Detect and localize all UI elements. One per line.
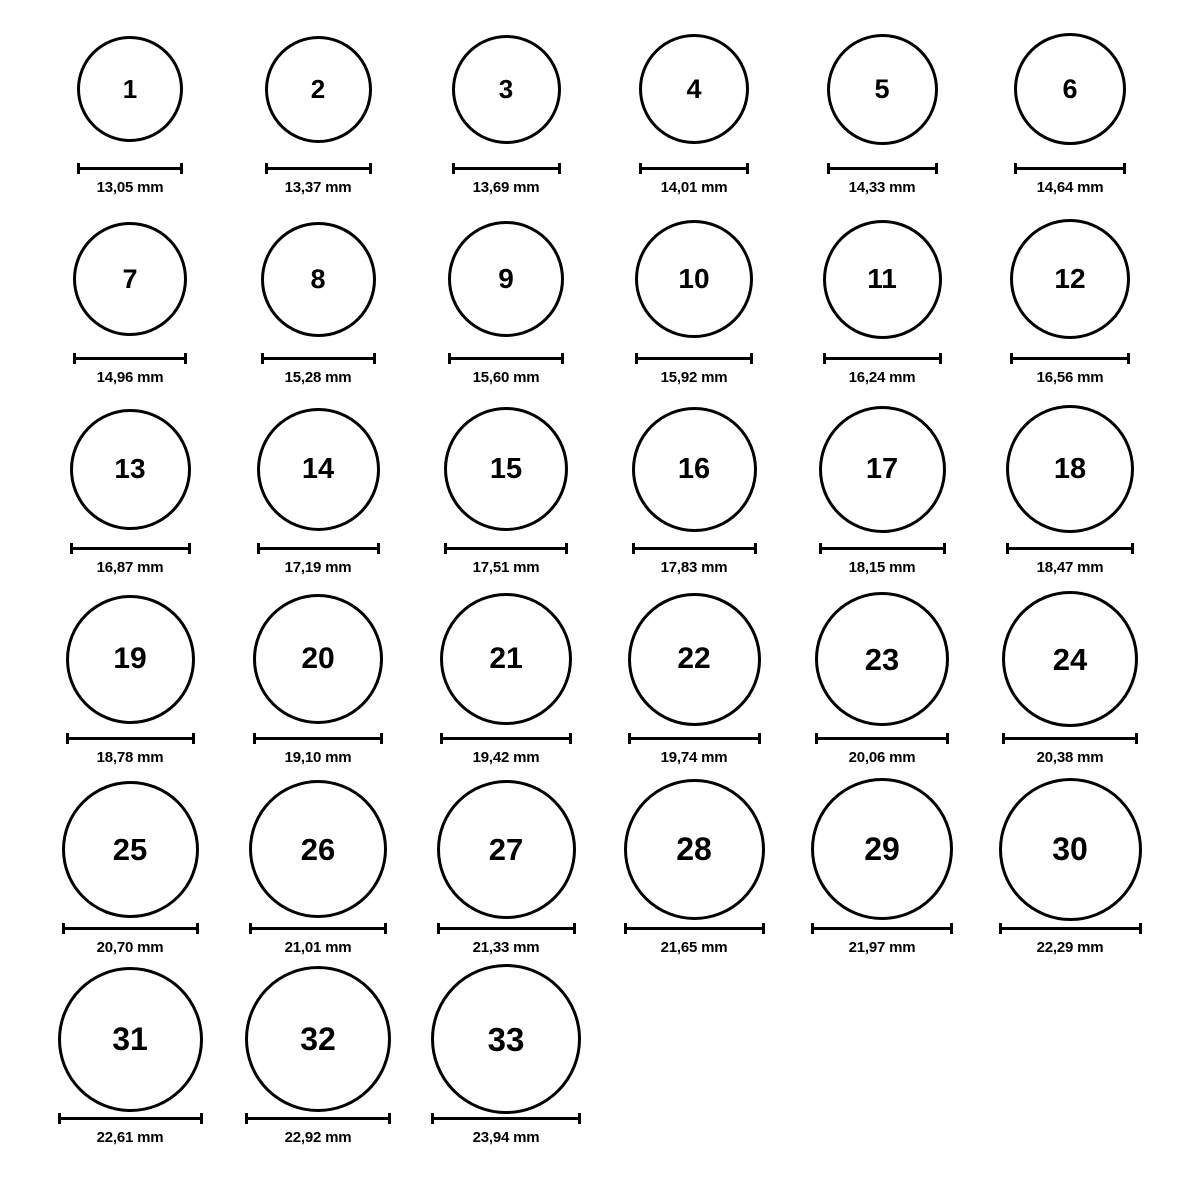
measurement-caliper-icon — [819, 543, 946, 554]
ring-circle-wrapper — [265, 18, 372, 160]
measurement-line — [70, 547, 191, 550]
ring-size-number: 13 — [114, 453, 146, 484]
measurement-line — [819, 547, 946, 550]
ring-circle — [1006, 405, 1134, 533]
ring-size-cell — [976, 398, 1164, 588]
measurement-caliper-icon — [257, 543, 380, 554]
ring-circle-wrapper — [1002, 588, 1138, 730]
measurement-bar — [1006, 540, 1134, 556]
ring-circle — [265, 36, 372, 143]
ring-size-number: 31 — [112, 1021, 148, 1057]
measurement-line — [1002, 737, 1138, 740]
measurement-bar — [261, 350, 376, 366]
measurement-bar — [58, 1110, 203, 1126]
ring-circle — [1002, 591, 1138, 727]
ring-size-cell — [412, 778, 600, 968]
measurement-caliper-icon — [823, 353, 942, 364]
ring-circle — [827, 34, 938, 145]
measurement-line — [440, 737, 572, 740]
ring-size-cell — [36, 18, 224, 208]
measurement-bar — [452, 160, 561, 176]
ring-size-number: 7 — [122, 263, 138, 294]
measurement-bar — [253, 730, 383, 746]
ring-circle — [66, 595, 195, 724]
ring-circle — [73, 222, 187, 336]
diameter-label: 17,51 mm — [472, 559, 540, 576]
ring-size-number: 20 — [301, 642, 335, 675]
measurement-bar — [823, 350, 942, 366]
ring-size-cell — [976, 18, 1164, 208]
ring-circle-wrapper — [632, 398, 757, 540]
ring-circle — [257, 408, 380, 531]
ring-size-cell — [224, 398, 412, 588]
diameter-label: 21,33 mm — [472, 939, 540, 956]
diameter-label: 19,10 mm — [284, 749, 352, 766]
diameter-label: 14,33 mm — [848, 179, 916, 196]
ring-circle — [253, 594, 383, 724]
ring-size-number: 21 — [489, 642, 523, 675]
ring-circle — [62, 781, 199, 918]
measurement-caliper-icon — [1002, 733, 1138, 744]
measurement-caliper-icon — [58, 1113, 203, 1124]
measurement-caliper-icon — [811, 923, 953, 934]
ring-size-cell — [224, 968, 412, 1158]
measurement-bar — [1002, 730, 1138, 746]
ring-size-cell — [412, 398, 600, 588]
measurement-bar — [999, 920, 1142, 936]
ring-circle-wrapper — [448, 208, 564, 350]
measurement-line — [624, 927, 765, 930]
ring-circle-wrapper — [624, 778, 765, 920]
ring-size-number: 22 — [677, 642, 711, 675]
diameter-label: 15,28 mm — [284, 369, 352, 386]
diameter-label: 21,97 mm — [848, 939, 916, 956]
measurement-caliper-icon — [249, 923, 387, 934]
ring-size-number: 16 — [677, 452, 711, 485]
measurement-line — [1014, 167, 1126, 170]
ring-circle-wrapper — [999, 778, 1142, 920]
diameter-label: 14,96 mm — [96, 369, 164, 386]
measurement-bar — [62, 920, 199, 936]
measurement-line — [77, 167, 183, 170]
ring-size-cell — [788, 208, 976, 398]
measurement-caliper-icon — [77, 163, 183, 174]
ring-circle-wrapper — [815, 588, 949, 730]
ring-circle — [245, 966, 391, 1112]
measurement-caliper-icon — [1006, 543, 1134, 554]
measurement-bar — [448, 350, 564, 366]
ring-circle-wrapper — [628, 588, 761, 730]
diameter-label: 14,64 mm — [1036, 179, 1104, 196]
measurement-bar — [70, 540, 191, 556]
ring-size-cell — [224, 18, 412, 208]
ring-circle — [431, 964, 581, 1114]
measurement-line — [431, 1117, 581, 1120]
ring-circle-wrapper — [245, 968, 391, 1110]
ring-circle — [58, 967, 203, 1112]
ring-size-cell — [224, 208, 412, 398]
measurement-caliper-icon — [70, 543, 191, 554]
ring-circle-wrapper — [431, 968, 581, 1110]
diameter-label: 20,70 mm — [96, 939, 164, 956]
diameter-label: 20,06 mm — [848, 749, 916, 766]
ring-size-number: 25 — [112, 831, 148, 867]
ring-circle-wrapper — [823, 208, 942, 350]
ring-circle-wrapper — [440, 588, 572, 730]
diameter-label: 16,87 mm — [96, 559, 164, 576]
ring-circle — [261, 222, 376, 337]
ring-size-number: 9 — [498, 263, 514, 294]
ring-size-cell — [788, 588, 976, 778]
ring-size-cell — [36, 968, 224, 1158]
measurement-bar — [440, 730, 572, 746]
measurement-line — [249, 927, 387, 930]
ring-circle-wrapper — [452, 18, 561, 160]
ring-circle — [635, 220, 753, 338]
measurement-caliper-icon — [1014, 163, 1126, 174]
ring-size-number: 4 — [686, 73, 702, 104]
ring-size-number: 15 — [489, 452, 523, 485]
measurement-line — [815, 737, 949, 740]
measurement-bar — [632, 540, 757, 556]
ring-circle — [448, 221, 564, 337]
ring-circle-wrapper — [77, 18, 183, 160]
ring-size-cell — [36, 398, 224, 588]
ring-size-number: 32 — [300, 1021, 336, 1057]
ring-size-number: 28 — [676, 831, 712, 867]
ring-circle — [632, 407, 757, 532]
measurement-caliper-icon — [1010, 353, 1130, 364]
ring-size-number: 17 — [865, 452, 899, 485]
ring-size-number: 11 — [867, 263, 897, 294]
measurement-line — [265, 167, 372, 170]
ring-circle-wrapper — [1010, 208, 1130, 350]
measurement-line — [437, 927, 576, 930]
diameter-label: 16,24 mm — [848, 369, 916, 386]
measurement-bar — [639, 160, 749, 176]
measurement-caliper-icon — [261, 353, 376, 364]
measurement-caliper-icon — [632, 543, 757, 554]
ring-circle-wrapper — [58, 968, 203, 1110]
measurement-caliper-icon — [448, 353, 564, 364]
measurement-bar — [431, 1110, 581, 1126]
measurement-bar — [819, 540, 946, 556]
measurement-caliper-icon — [639, 163, 749, 174]
measurement-caliper-icon — [62, 923, 199, 934]
ring-circle-wrapper — [249, 778, 387, 920]
diameter-label: 20,38 mm — [1036, 749, 1104, 766]
ring-size-cell — [600, 208, 788, 398]
ring-circle — [624, 779, 765, 920]
ring-circle-wrapper — [70, 398, 191, 540]
ring-size-cell — [788, 778, 976, 968]
diameter-label: 22,29 mm — [1036, 939, 1104, 956]
diameter-label: 13,37 mm — [284, 179, 352, 196]
ring-circle — [639, 34, 749, 144]
ring-size-cell — [788, 398, 976, 588]
ring-size-cell — [788, 18, 976, 208]
ring-size-cell — [976, 588, 1164, 778]
measurement-line — [635, 357, 753, 360]
ring-size-cell — [224, 588, 412, 778]
ring-circle-wrapper — [257, 398, 380, 540]
measurement-line — [823, 357, 942, 360]
diameter-label: 22,61 mm — [96, 1129, 164, 1146]
measurement-caliper-icon — [444, 543, 568, 554]
ring-size-number: 27 — [488, 831, 524, 867]
diameter-label: 15,60 mm — [472, 369, 540, 386]
ring-circle-wrapper — [261, 208, 376, 350]
ring-size-number: 1 — [122, 74, 138, 104]
measurement-line — [253, 737, 383, 740]
ring-circle-wrapper — [819, 398, 946, 540]
ring-circle — [444, 407, 568, 531]
ring-circle — [452, 35, 561, 144]
measurement-line — [632, 547, 757, 550]
ring-circle-wrapper — [639, 18, 749, 160]
ring-size-number: 2 — [310, 74, 326, 104]
measurement-line — [811, 927, 953, 930]
ring-size-cell — [224, 778, 412, 968]
measurement-line — [62, 927, 199, 930]
measurement-bar — [811, 920, 953, 936]
measurement-line — [639, 167, 749, 170]
diameter-label: 17,83 mm — [660, 559, 728, 576]
ring-size-cell — [412, 588, 600, 778]
ring-circle-wrapper — [253, 588, 383, 730]
measurement-bar — [257, 540, 380, 556]
diameter-label: 21,65 mm — [660, 939, 728, 956]
ring-size-cell — [600, 588, 788, 778]
ring-size-cell — [976, 778, 1164, 968]
measurement-caliper-icon — [265, 163, 372, 174]
ring-circle-wrapper — [827, 18, 938, 160]
ring-size-cell — [412, 18, 600, 208]
ring-circle — [823, 220, 942, 339]
ring-size-number: 24 — [1052, 641, 1088, 677]
measurement-line — [827, 167, 938, 170]
measurement-line — [58, 1117, 203, 1120]
diameter-label: 22,92 mm — [284, 1129, 352, 1146]
measurement-line — [66, 737, 195, 740]
measurement-line — [245, 1117, 391, 1120]
diameter-label: 17,19 mm — [284, 559, 352, 576]
measurement-bar — [628, 730, 761, 746]
measurement-bar — [265, 160, 372, 176]
ring-size-cell — [36, 208, 224, 398]
ring-circle — [999, 778, 1142, 921]
ring-circle-wrapper — [635, 208, 753, 350]
diameter-label: 18,78 mm — [96, 749, 164, 766]
ring-circle-wrapper — [1006, 398, 1134, 540]
ring-size-cell — [412, 208, 600, 398]
diameter-label: 19,74 mm — [660, 749, 728, 766]
ring-size-number: 10 — [678, 263, 710, 294]
ring-circle-wrapper — [811, 778, 953, 920]
ring-size-number: 8 — [310, 263, 326, 294]
measurement-bar — [815, 730, 949, 746]
measurement-line — [452, 167, 561, 170]
measurement-caliper-icon — [253, 733, 383, 744]
measurement-line — [73, 357, 187, 360]
ring-size-cell — [412, 968, 600, 1158]
ring-circle — [440, 593, 572, 725]
measurement-bar — [249, 920, 387, 936]
measurement-bar — [624, 920, 765, 936]
measurement-caliper-icon — [624, 923, 765, 934]
diameter-label: 21,01 mm — [284, 939, 352, 956]
measurement-line — [448, 357, 564, 360]
ring-size-cell — [36, 588, 224, 778]
ring-circle — [1010, 219, 1130, 339]
measurement-bar — [1014, 160, 1126, 176]
measurement-caliper-icon — [635, 353, 753, 364]
ring-circle — [815, 592, 949, 726]
measurement-line — [1006, 547, 1134, 550]
ring-size-number: 5 — [874, 73, 890, 104]
measurement-bar — [437, 920, 576, 936]
measurement-bar — [827, 160, 938, 176]
measurement-bar — [1010, 350, 1130, 366]
ring-circle — [70, 409, 191, 530]
measurement-caliper-icon — [73, 353, 187, 364]
ring-size-number: 3 — [498, 74, 514, 104]
measurement-caliper-icon — [440, 733, 572, 744]
ring-circle-wrapper — [1014, 18, 1126, 160]
ring-circle — [811, 778, 953, 920]
ring-circle — [1014, 33, 1126, 145]
ring-size-cell — [600, 398, 788, 588]
diameter-label: 13,05 mm — [96, 179, 164, 196]
diameter-label: 13,69 mm — [472, 179, 540, 196]
measurement-caliper-icon — [245, 1113, 391, 1124]
ring-size-number: 29 — [864, 831, 900, 867]
ring-circle-wrapper — [437, 778, 576, 920]
diameter-label: 18,47 mm — [1036, 559, 1104, 576]
ring-size-number: 18 — [1053, 452, 1087, 485]
ring-size-number: 23 — [864, 641, 900, 677]
ring-circle-wrapper — [62, 778, 199, 920]
measurement-line — [1010, 357, 1130, 360]
ring-circle-wrapper — [66, 588, 195, 730]
ring-size-number: 14 — [301, 452, 335, 485]
ring-circle — [437, 780, 576, 919]
diameter-label: 23,94 mm — [472, 1129, 540, 1146]
ring-size-number: 26 — [300, 831, 336, 867]
measurement-bar — [73, 350, 187, 366]
ring-size-number: 19 — [113, 642, 147, 675]
measurement-line — [999, 927, 1142, 930]
ring-circle-wrapper — [73, 208, 187, 350]
ring-size-number: 12 — [1054, 263, 1086, 294]
measurement-caliper-icon — [437, 923, 576, 934]
ring-size-cell — [976, 208, 1164, 398]
measurement-caliper-icon — [431, 1113, 581, 1124]
measurement-caliper-icon — [815, 733, 949, 744]
ring-size-number: 33 — [487, 1020, 525, 1058]
measurement-caliper-icon — [999, 923, 1142, 934]
measurement-bar — [444, 540, 568, 556]
ring-circle — [819, 406, 946, 533]
ring-size-number: 6 — [1062, 73, 1078, 104]
measurement-bar — [77, 160, 183, 176]
measurement-line — [257, 547, 380, 550]
diameter-label: 18,15 mm — [848, 559, 916, 576]
measurement-line — [628, 737, 761, 740]
measurement-caliper-icon — [827, 163, 938, 174]
diameter-label: 14,01 mm — [660, 179, 728, 196]
ring-size-cell — [36, 778, 224, 968]
measurement-bar — [635, 350, 753, 366]
diameter-label: 15,92 mm — [660, 369, 728, 386]
ring-circle — [628, 593, 761, 726]
ring-size-cell — [600, 778, 788, 968]
measurement-bar — [245, 1110, 391, 1126]
ring-size-number: 30 — [1052, 831, 1088, 867]
measurement-bar — [66, 730, 195, 746]
diameter-label: 19,42 mm — [472, 749, 540, 766]
measurement-caliper-icon — [66, 733, 195, 744]
ring-circle-wrapper — [444, 398, 568, 540]
measurement-line — [261, 357, 376, 360]
measurement-line — [444, 547, 568, 550]
measurement-caliper-icon — [452, 163, 561, 174]
ring-circle — [249, 780, 387, 918]
ring-circle — [77, 36, 183, 142]
measurement-caliper-icon — [628, 733, 761, 744]
ring-size-cell — [600, 18, 788, 208]
diameter-label: 16,56 mm — [1036, 369, 1104, 386]
